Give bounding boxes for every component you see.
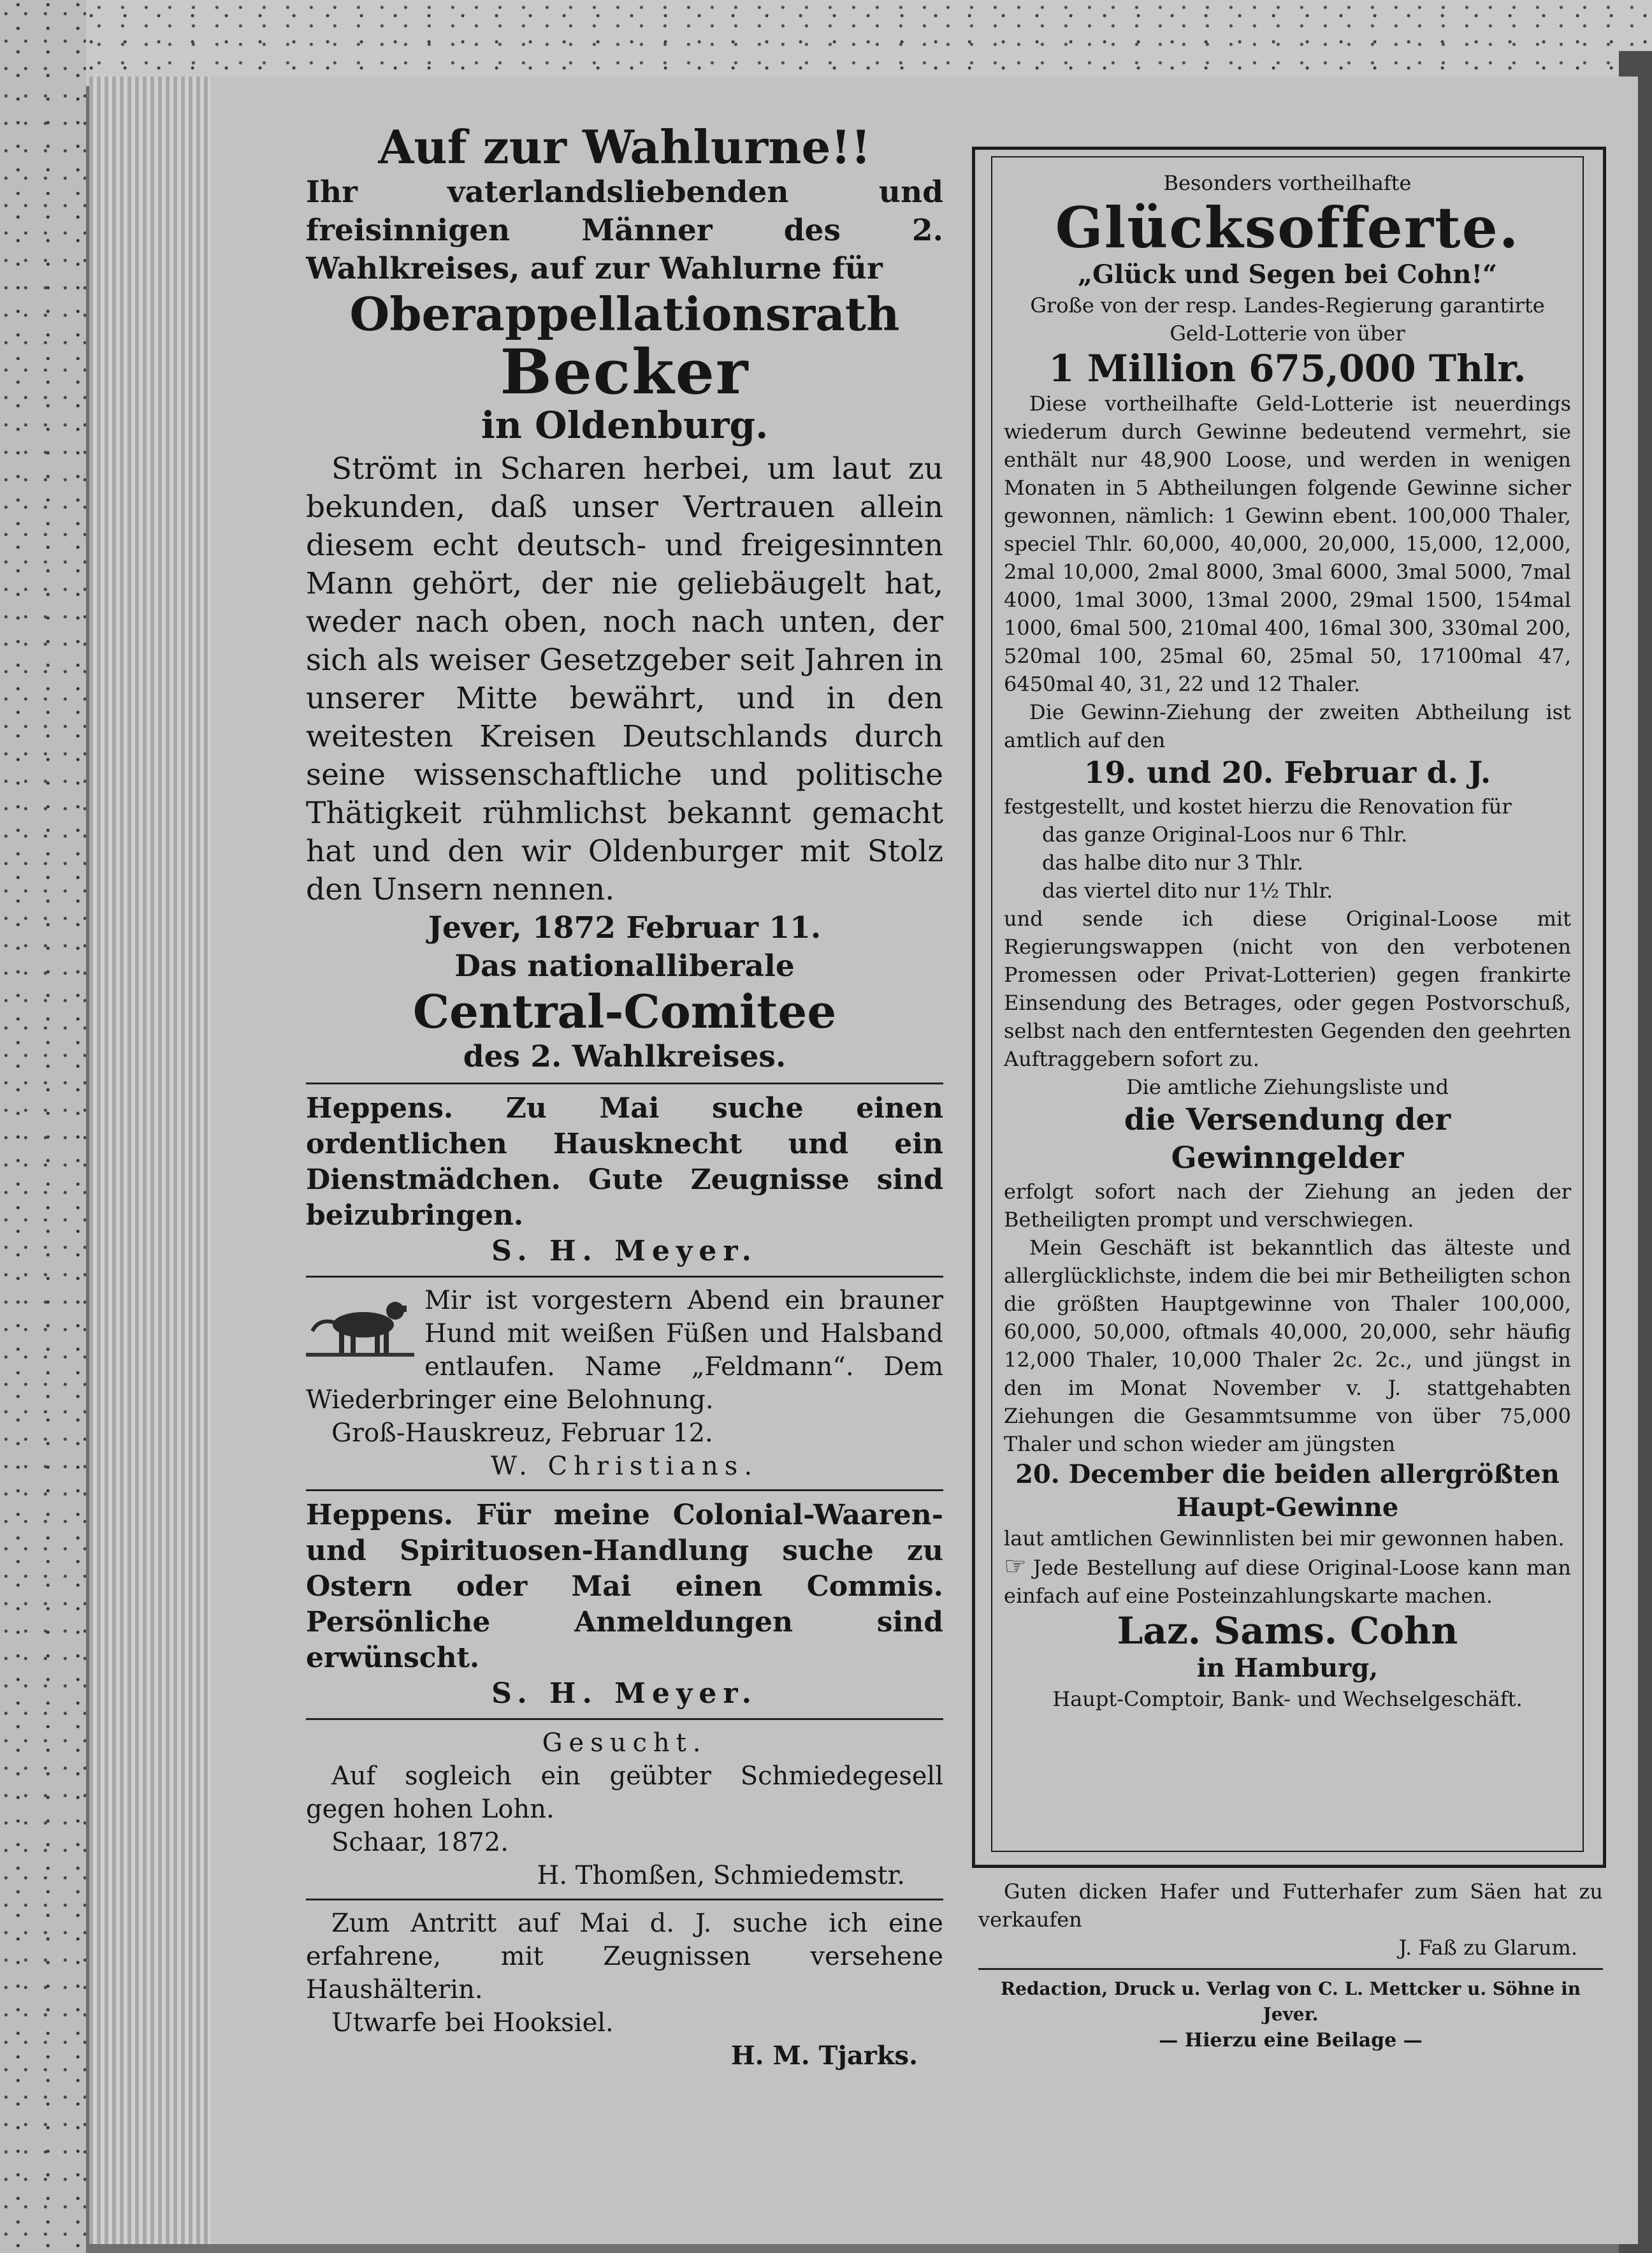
ad-place: Groß-Hauskreuz, Februar 12.: [331, 1418, 713, 1448]
ad-commis: [306, 1498, 943, 1712]
lottery-price-quarter: das viertel dito nur 1½ Thlr.: [1042, 879, 1333, 903]
candidate-office: Oberappellationsrath: [349, 287, 900, 341]
ad-signature: S. H. Meyer.: [491, 1235, 758, 1267]
lottery-main-prizes: Haupt-Gewinne: [1176, 1492, 1399, 1522]
ad-signature: W. Christians.: [490, 1452, 759, 1481]
lottery-paragraph-8: laut amtlichen Gewinnlisten bei mir gewonnen haben.: [1004, 1526, 1565, 1550]
ad-heading: Gesucht.: [542, 1728, 707, 1758]
divider: [306, 1718, 943, 1720]
pointing-hand-icon: ☞: [1004, 1552, 1027, 1581]
top-margin-strip: [0, 0, 1652, 86]
election-body: Strömt in Scharen herbei, um laut zu bekunden, daß unser Vertrauen allein diesem echt deutsch- und freigesinnten Mann gehört, der nie geliebäugelt hat, weder nach oben, noch nach unten, der sich als weiser Gesetzgeber seit Jahren in unserer Mitte bewährt, und in den weitesten Kreisen Deutschlands durch seine wissenschaftliche und politische Thätigkeit rühmlichst bekannt gemacht hat und den wir Oldenburger mit Stolz den Unsern nennen.: [306, 451, 943, 907]
imprint: Redaction, Druck u. Verlag von C. L. Mettcker u. Söhne in Jever.: [1000, 1978, 1581, 2025]
ad-signature: J. Faß zu Glarum.: [1398, 1936, 1577, 1960]
ad-signature: H. Thomßen, Schmiedemstr.: [537, 1861, 905, 1890]
lottery-price-whole: das ganze Original-Loos nur 6 Thlr.: [1042, 822, 1408, 847]
ad-hafer: [978, 1878, 1603, 1962]
ad-lost-dog: [306, 1284, 943, 1483]
election-signature-3: des 2. Wahlkreises.: [463, 1039, 786, 1074]
election-notice: [306, 121, 943, 1076]
lottery-kicker: Besonders vortheilhafte: [1163, 171, 1412, 195]
lottery-price-half: das halbe dito nur 3 Thlr.: [1042, 850, 1304, 875]
lottery-amount: 1 Million 675,000 Thlr.: [1048, 347, 1526, 390]
lottery-paragraph-4: und sende ich diese Original-Loose mit Regierungswappen (nicht von den verbotenen Promessen oder Privat-Lotterien) gegen frankirte Einsendung des Betrages, oder gegen Postvorschuß, selbst nach den entferntesten Gegenden den geehrten Auftraggebern sofort zu.: [1004, 907, 1571, 1071]
election-title: Auf zur Wahlurne!!: [378, 120, 871, 174]
lottery-paragraph-5: Die amtliche Ziehungsliste und: [1126, 1075, 1449, 1099]
ad-place: Schaar, 1872.: [331, 1828, 509, 1857]
ad-signature: H. M. Tjarks.: [730, 2041, 918, 2071]
lottery-firm-city: in Hamburg,: [1196, 1653, 1379, 1683]
lottery-date-2: 20. December die beiden allergrößten: [1015, 1459, 1560, 1489]
candidate-name: Becker: [500, 336, 750, 408]
left-margin-strip: [0, 0, 86, 2253]
left-column: [306, 121, 943, 2073]
lottery-ad: [1004, 169, 1571, 1713]
lottery-title: Glücksofferte.: [1055, 194, 1520, 261]
supplement-note: — Hierzu eine Beilage —: [1159, 2029, 1423, 2052]
election-signature-2: Central-Comitee: [412, 984, 837, 1039]
lottery-paragraph-3: festgestellt, und kostet hierzu die Renovation für: [1004, 794, 1512, 819]
ad-text: Mir ist vorgestern Abend ein brauner Hund mit weißen Füßen und Halsband entlaufen. Name „Feldmann“. Dem Wiederbringer eine Belohnung.: [306, 1286, 943, 1415]
ad-text: Heppens. Zu Mai suche einen ordentlichen Hausknecht und ein Dienstmädchen. Gute Zeugnisse sind beizubringen.: [306, 1092, 943, 1232]
ad-haushaelterin: [306, 1907, 943, 2073]
ad-text: Zum Antritt auf Mai d. J. suche ich eine erfahrene, mit Zeugnissen versehene Haushälterin.: [306, 1909, 943, 2004]
lottery-heading: die Versendung der Gewinngelder: [1124, 1102, 1451, 1176]
lottery-firm-description: Haupt-Comptoir, Bank- und Wechselgeschäft.: [1052, 1687, 1523, 1711]
lottery-draw-date: 19. und 20. Februar d. J.: [1083, 755, 1491, 791]
candidate-place: in Oldenburg.: [481, 404, 769, 447]
ad-hausknecht: [306, 1091, 943, 1269]
lottery-paragraph-9: [1004, 1552, 1571, 1610]
divider: [306, 1276, 943, 1278]
election-intro: Ihr vaterlandsliebenden und freisinnigen Männer des 2. Wahlkreises, auf zur Wahlurne für: [306, 175, 943, 286]
lottery-paragraph-2: Die Gewinn-Ziehung der zweiten Abtheilung ist amtlich auf den: [1004, 700, 1571, 752]
right-column-bottom: [978, 1878, 1603, 2054]
ad-signature: S. H. Meyer.: [491, 1677, 758, 1710]
ad-text: Heppens. Für meine Colonial-Waaren- und Spirituosen-Handlung suche zu Ostern oder Mai einen Commis. Persönliche Anmeldungen sind erwünscht.: [306, 1499, 943, 1674]
ad-text: Guten dicken Hafer und Futterhafer zum Säen hat zu verkaufen: [978, 1879, 1603, 1932]
election-signature-1: Das nationalliberale: [454, 949, 795, 984]
election-dateline: Jever, 1872 Februar 11.: [428, 910, 822, 945]
lottery-subtitle: Große von der resp. Landes-Regierung garantirte Geld-Lotterie von über: [1030, 293, 1545, 346]
dog-illustration: [306, 1287, 414, 1363]
ad-text: Auf sogleich ein geübter Schmiedegesell gegen hohen Lohn.: [306, 1761, 943, 1824]
lottery-paragraph-6: erfolgt sofort nach der Ziehung an jeden der Betheiligten prompt und verschwiegen.: [1004, 1179, 1571, 1232]
divider: [978, 1968, 1603, 1970]
lottery-paragraph-1: Diese vortheilhafte Geld-Lotterie ist neuerdings wiederum durch Gewinne bedeutend vermehrt, sie enthält nur 48,900 Loose, und werden in wenigen Monaten in 5 Abtheilungen folgende Gewinne sicher gewonnen, nämlich: 1 Gewinn ebent. 100,000 Thaler, speciel Thlr. 60,000, 40,000, 20,000, 15,000, 12,000, 2mal 10,000, 2mal 8000, 3mal 6000, 3mal 5000, 7mal 4000, 1mal 3000, 13mal 2000, 29mal 1500, 154mal 1000, 6mal 500, 210mal 400, 16mal 300, 330mal 200, 520mal 100, 25mal 60, 25mal 50, 17100mal 47, 6450mal 40, 31, 22 und 12 Thaler.: [1004, 391, 1571, 696]
divider: [306, 1083, 943, 1084]
divider: [306, 1489, 943, 1491]
ad-place: Utwarfe bei Hooksiel.: [331, 2008, 614, 2038]
lottery-order-note: Jede Bestellung auf diese Original-Loose kann man einfach auf eine Posteinzahlungskarte machen.: [1004, 1556, 1571, 1608]
lottery-firm-name: Laz. Sams. Cohn: [1117, 1609, 1458, 1652]
divider: [306, 1899, 943, 1900]
lottery-paragraph-7: Mein Geschäft ist bekanntlich das älteste und allerglücklichste, indem die bei mir Betheiligten schon die größten Hauptgewinne von Thaler 100,000, 60,000, 50,000, oftmals 40,000, 20,000, sehr häufig 12,000 Thaler, 10,000 Thaler 2c. 2c., und jüngst in den im Monat November v. J. stattgehabten Ziehungen die Gesammtsumme von über 75,000 Thaler und schon wieder am jüngsten: [1004, 1236, 1571, 1456]
right-column: [1004, 169, 1571, 1713]
ad-schmiedegesell: [306, 1726, 943, 1892]
lottery-motto: „Glück und Segen bei Cohn!“: [1077, 259, 1498, 289]
